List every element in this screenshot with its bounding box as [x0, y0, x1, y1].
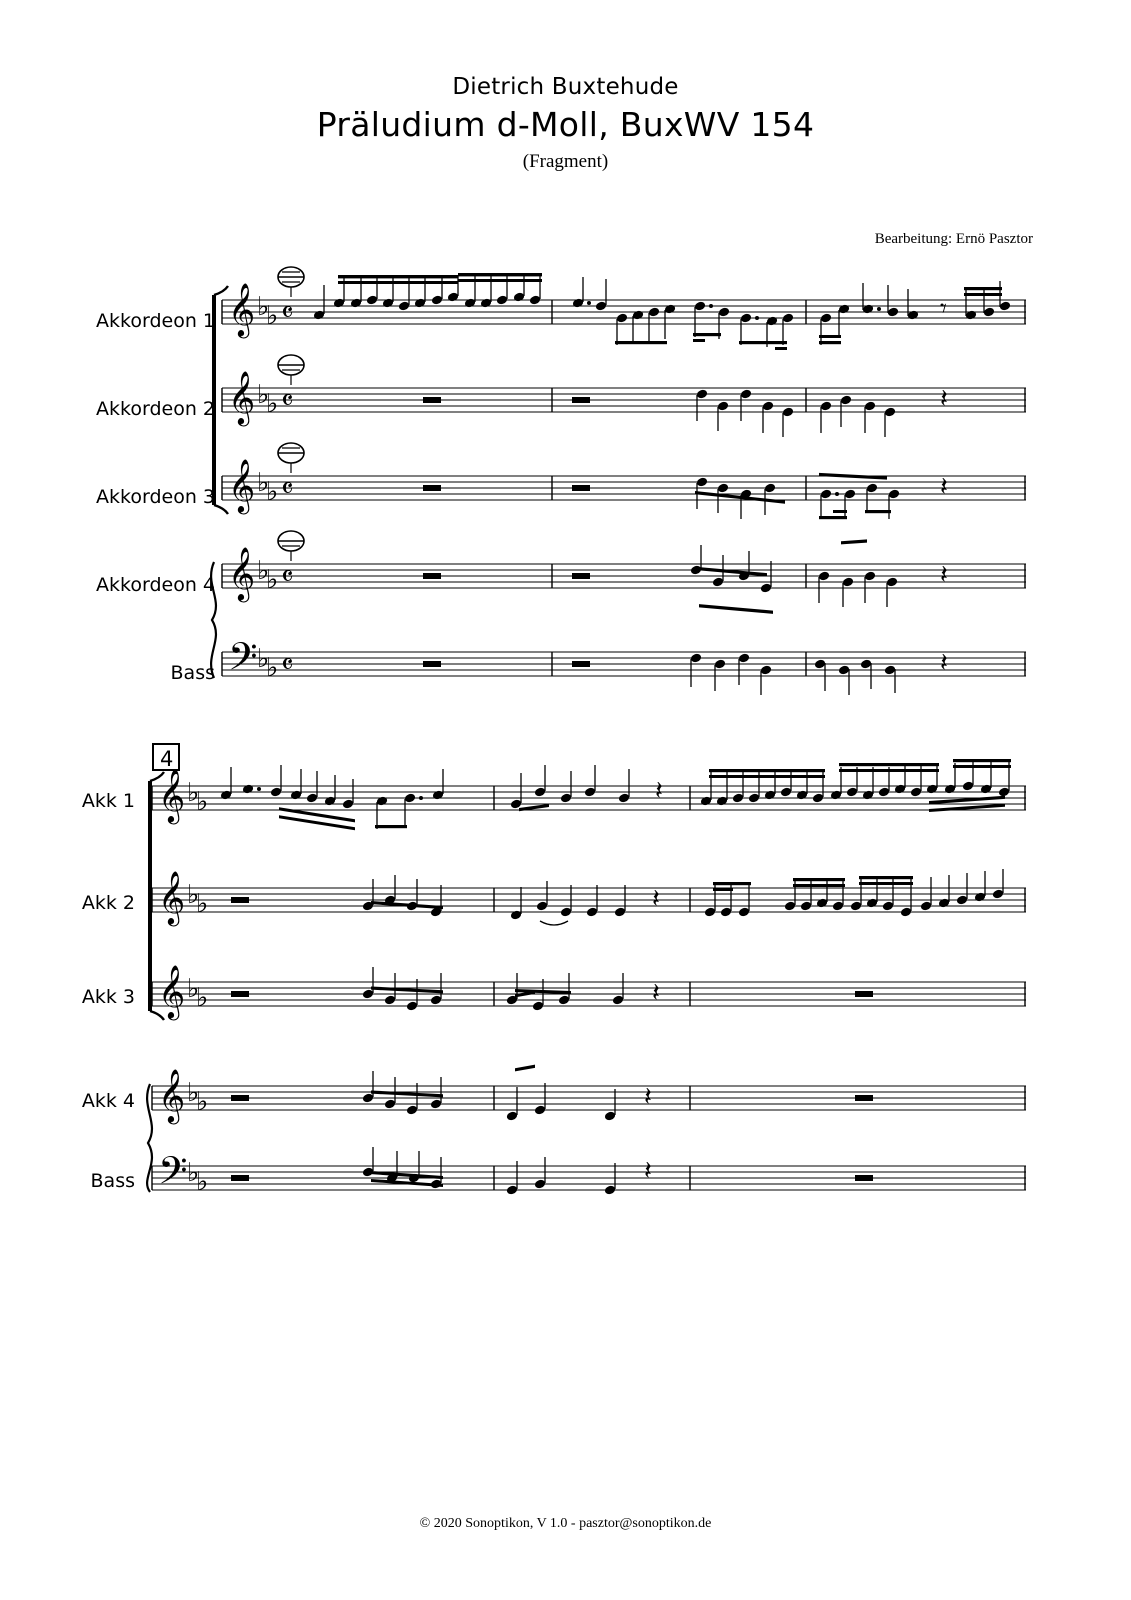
svg-text:𝄴: 𝄴: [281, 560, 294, 593]
svg-text:𝄽: 𝄽: [940, 384, 948, 414]
tie: [540, 921, 568, 925]
svg-text:♭: ♭: [187, 880, 200, 910]
music-system-1: [0, 255, 1131, 705]
svg-text:𝄾: 𝄾: [940, 294, 947, 324]
svg-text:♭: ♭: [187, 1158, 200, 1188]
staff-label-akkordeon-1: Akkordeon 1: [96, 310, 215, 332]
staff-label-akk-3: Akk 3: [81, 986, 135, 1008]
svg-text:♭: ♭: [257, 556, 270, 586]
treble-clef: 𝄞: [228, 282, 256, 336]
svg-text:𝄴: 𝄴: [281, 384, 294, 417]
staff-label-bass: Bass: [170, 662, 215, 684]
staff-label-akk-2: Akk 2: [81, 892, 135, 914]
system-2-notation: [0, 735, 1131, 1205]
svg-text:𝄽: 𝄽: [644, 1156, 652, 1186]
svg-text:♭: ♭: [196, 1167, 209, 1197]
svg-text:♭: ♭: [266, 389, 279, 419]
svg-text:𝄞: 𝄞: [158, 768, 186, 822]
rehearsal-mark: 4: [160, 747, 174, 771]
measure-rests-2: [231, 897, 873, 1181]
footer-credit: © 2020 Sonoptikon, V 1.0 - pasztor@sonoptikon.de: [419, 1516, 712, 1531]
svg-text:♭: ♭: [187, 1078, 200, 1108]
svg-text:♭: ♭: [266, 301, 279, 331]
svg-text:♭: ♭: [257, 468, 270, 498]
svg-text:𝄞: 𝄞: [228, 370, 256, 424]
svg-text:𝄽: 𝄽: [940, 560, 948, 590]
svg-text:𝄽: 𝄽: [940, 648, 948, 678]
svg-text:♭: ♭: [196, 983, 209, 1013]
svg-text:𝄽: 𝄽: [652, 978, 660, 1008]
staff-label-akkordeon-4: Akkordeon 4: [96, 574, 215, 596]
svg-text:𝄢: 𝄢: [158, 1148, 188, 1202]
staff-label-akkordeon-2: Akkordeon 2: [96, 398, 215, 420]
staff-label-bass-2: Bass: [90, 1170, 135, 1192]
staff-label-akk-4: Akk 4: [81, 1090, 135, 1112]
svg-text:𝄽: 𝄽: [644, 1082, 652, 1112]
svg-text:𝄞: 𝄞: [158, 964, 186, 1018]
svg-text:♭: ♭: [187, 974, 200, 1004]
svg-text:𝄽: 𝄽: [652, 884, 660, 914]
staff-label-akkordeon-3: Akkordeon 3: [96, 486, 215, 508]
svg-text:𝄞: 𝄞: [228, 546, 256, 600]
svg-text:♭: ♭: [257, 292, 270, 322]
svg-text:𝄞: 𝄞: [158, 1068, 186, 1122]
svg-text:𝄴: 𝄴: [281, 648, 294, 681]
subtitle: (Fragment): [522, 151, 609, 172]
svg-text:♭: ♭: [257, 644, 270, 674]
svg-text:♭: ♭: [196, 889, 209, 919]
staff-label-akk-1: Akk 1: [81, 790, 135, 812]
svg-text:𝄞: 𝄞: [158, 870, 186, 924]
svg-text:𝄽: 𝄽: [655, 776, 663, 806]
svg-text:♭: ♭: [187, 778, 200, 808]
system-1-notation: [0, 255, 1131, 715]
svg-text:♭: ♭: [266, 653, 279, 683]
svg-text:♭: ♭: [266, 477, 279, 507]
svg-text:♭: ♭: [257, 380, 270, 410]
composer-name: Dietrich Buxtehude: [452, 74, 679, 100]
svg-text:𝄞: 𝄞: [228, 458, 256, 512]
arranger-credit: Bearbeitung: Ernö Pasztor: [874, 231, 1033, 247]
svg-text:♭: ♭: [266, 565, 279, 595]
svg-text:𝄴: 𝄴: [281, 472, 294, 505]
measure-rests: [423, 397, 590, 667]
svg-text:𝄽: 𝄽: [940, 472, 948, 502]
svg-text:♭: ♭: [196, 1087, 209, 1117]
bass-clef: 𝄢: [228, 634, 258, 688]
svg-text:♭: ♭: [196, 787, 209, 817]
svg-text:𝄴: 𝄴: [281, 296, 294, 329]
page-title: Präludium d-Moll, BuxWV 154: [316, 105, 815, 144]
music-system-2: [0, 735, 1131, 1205]
